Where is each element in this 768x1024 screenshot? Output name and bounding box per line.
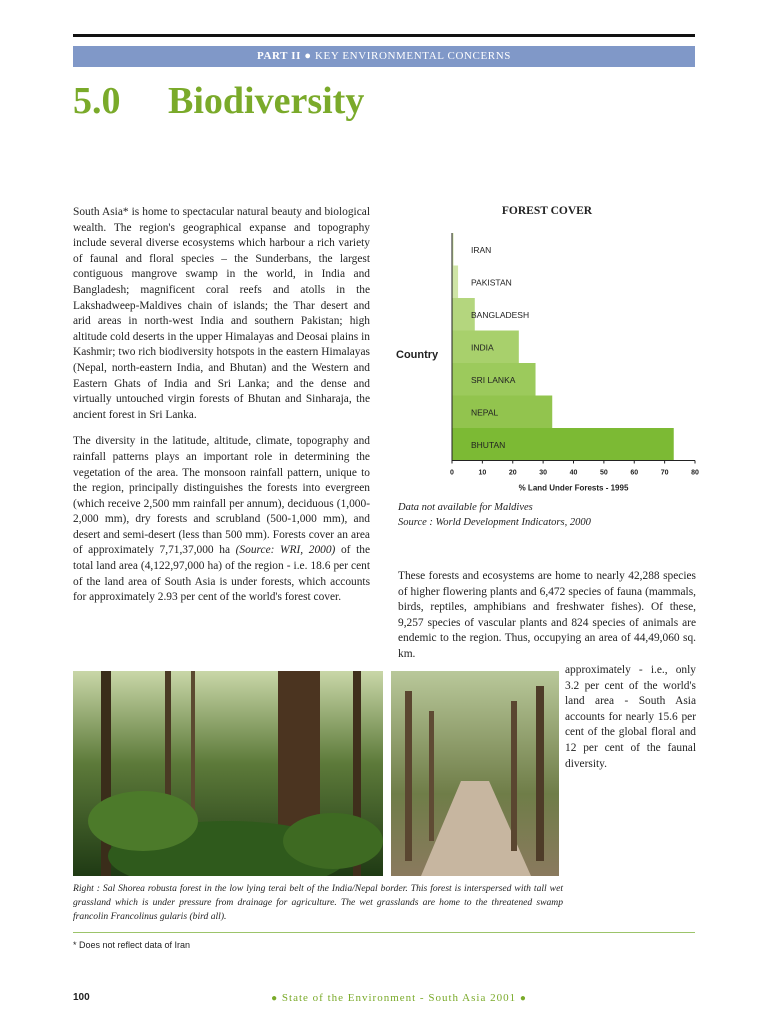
part-label: PART II (256, 50, 302, 62)
forest-cover-chart (392, 225, 704, 499)
bar (452, 266, 458, 299)
footnote: * Does not reflect data of Iran (73, 940, 191, 950)
right-column (398, 569, 696, 663)
bar-label: IRAN (471, 244, 492, 255)
bar-label: NEPAL (471, 407, 499, 418)
paragraph-text: The diversity in the latitude, altitude, climate, topography and rainfall patterns plays an important role in determining the vegetation of the area. The monsoon rainfall pattern, unique to the region, principally distinguishes the forests into evergreen (which receive 2,500 mm rainfall per annum), deciduous (1,000-2,000 mm), dry forests and scrubland (500-1,000 mm), and desert and semi-desert (less than 500 mm). Forests cover an area of approximately 7,71,37,000 ha (73, 435, 370, 557)
publication-title: State of the Environment - South Asia 2001 (281, 992, 517, 1004)
footer-bullet: ● (519, 993, 527, 1004)
x-tick-label: 50 (599, 469, 608, 477)
source-citation: (Source: WRI, 2000) (235, 544, 336, 557)
bar-label: PAKISTAN (471, 277, 512, 288)
x-tick-label: 60 (630, 469, 639, 477)
x-tick-label: 0 (450, 469, 454, 477)
paragraph: South Asia* is home to spectacular natural beauty and biological wealth. The region's geographical expanse and topography include several diverse ecosystems which harbour a rich variety of faunal and floral species – the Sunderbans, the largest contiguous mangrove swamp in the world, in India and Bangladesh; magnificent coral reefs and atolls in the Lakshadweep-Maldives chain of islands; the Thar desert and arid areas in north-west India and southern Pakistan; high altitude cold deserts in the upper Himalayas and Deosai plains in Kashmir; two rich biodiversity hotspots in the eastern Himalayas (Nepal, north-eastern India, and Bhutan) and the Western and Eastern Ghats of India and Sri Lanka; and the dense and virtually untouched virgin forests of Bhutan and Sinharaja, the ancient forest in Sri Lanka. (73, 206, 370, 421)
paragraph-text: of the total land area (4,122,97,000 ha) of the region - i.e. 18.6 per cent of the land area of South Asia is under forests, which accounts for approximately 2.93 per cent of the world's forest cover. (73, 544, 370, 604)
chapter-heading (73, 76, 364, 126)
header-bullet: ● (304, 50, 312, 62)
photo-caption: Right : Sal Shorea robusta forest in the low lying terai belt of the India/Nepal border. This forest is interspersed with tall wet grassland which is under pressure from drainage for agriculture. The wet grasslands are home to the threatened swamp francolin Francolinus gularis (bird all). (73, 883, 563, 922)
paragraph: approximately - i.e., only 3.2 per cent of the world's land area - South Asia accounts for nearly 15.6 per cent of the global floral and 12 per cent of the faunal diversity. (565, 664, 696, 770)
chart-source: Source : World Development Indicators, 2000 (398, 517, 591, 528)
chapter-title: Biodiversity (168, 80, 365, 122)
chapter-number: 5.0 (73, 80, 121, 122)
forest-road-photo (391, 671, 559, 876)
paragraph: These forests and ecosystems are home to nearly 42,288 species of higher flowering plants and 6,472 species of fauna (mammals, birds, reptiles, amphibians and freshwater fishes). Of these, 9,257 species of vascular plants and 824 species of animals are endemic to the region. Thus, occupying an area of 44,49,060 sq. km. (398, 570, 696, 660)
x-tick-label: 40 (569, 469, 578, 477)
chart-title: FOREST COVER (501, 205, 593, 217)
bar-label: SRI LANKA (471, 374, 516, 385)
chart-note (398, 500, 591, 530)
paragraph (73, 434, 370, 606)
x-axis-label: % Land Under Forests - 1995 (518, 483, 629, 493)
top-rule (73, 34, 695, 37)
right-column-continued (565, 663, 696, 772)
bar-label: INDIA (471, 342, 494, 353)
chart-note-line: Data not available for Maldives (398, 502, 533, 513)
left-column (73, 205, 370, 617)
section-header-bar (73, 46, 695, 67)
x-tick-label: 10 (478, 469, 487, 477)
footer-bullet: ● (271, 993, 279, 1004)
section-label: KEY ENVIRONMENTAL CONCERNS (315, 50, 512, 62)
footnote-rule (73, 932, 695, 933)
x-tick-label: 20 (508, 469, 517, 477)
bar (452, 396, 552, 429)
x-tick-label: 80 (691, 469, 699, 477)
bar-label: BHUTAN (471, 439, 506, 450)
y-axis-label: Country (396, 349, 439, 362)
footer-title (243, 992, 555, 1004)
bar-label: BANGLADESH (471, 309, 530, 320)
x-tick-label: 30 (539, 469, 548, 477)
page-number: 100 (73, 992, 90, 1003)
x-tick-label: 70 (660, 469, 669, 477)
forest-photo (73, 671, 383, 876)
